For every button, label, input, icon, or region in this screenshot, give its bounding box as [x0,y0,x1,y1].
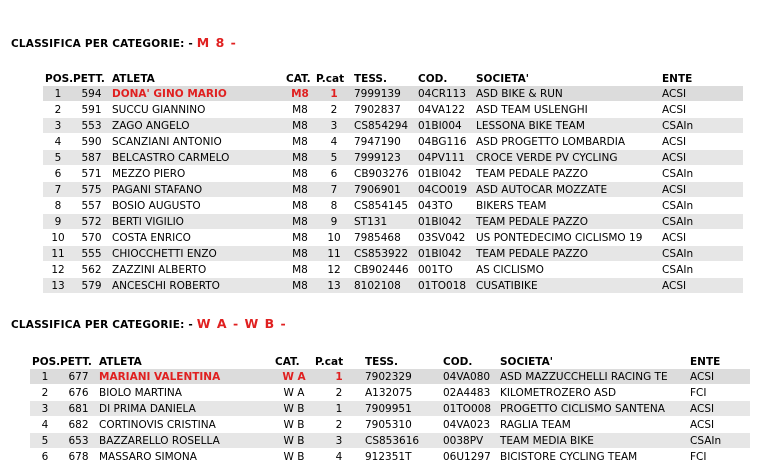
cell-ente: CSAIn [660,198,743,214]
cell-pett: 575 [71,182,110,198]
cell-pcat: 12 [314,262,352,278]
cell-cat: M8 [284,150,314,166]
header-ente: ENTE [662,72,693,85]
cell-cat: M8 [284,246,314,262]
cell-societa: LESSONA BIKE TEAM [474,118,660,134]
cell-atleta: BAZZARELLO ROSELLA [97,433,273,449]
cell-atleta: MARIANI VALENTINA [97,369,273,385]
cell-cod: 01TO018 [416,278,474,294]
cell-cat: W B [273,449,313,465]
cell-cod: 04VA080 [441,369,498,385]
cell-tess: CB902446 [352,262,416,278]
cell-societa: TEAM PEDALE PAZZO [474,214,660,230]
cell-cat: M8 [284,230,314,246]
cell-tess: CS854294 [352,118,416,134]
category-label: W A - W B [196,316,276,331]
cell-cod: 03SV042 [416,230,474,246]
cell-pcat: 11 [314,246,352,262]
table-row [43,262,743,278]
cell-ente: CSAIn [688,433,750,449]
cell-cat: M8 [284,166,314,182]
cell-cod: 043TO [416,198,474,214]
cell-cod: 02A4483 [441,385,498,401]
cell-atleta: BELCASTRO CARMELO [110,150,284,166]
cell-cat: M8 [284,182,314,198]
cell-societa: ASD BIKE & RUN [474,86,660,102]
cell-atleta: COSTA ENRICO [110,230,284,246]
cell-ente: CSAIn [660,214,743,230]
cell-pos: 4 [43,134,71,150]
table-row [43,278,743,294]
cell-cod: 01BI042 [416,246,474,262]
cell-tess: 7985468 [352,230,416,246]
cell-ente: ACSI [688,401,750,417]
cell-societa: RAGLIA TEAM [498,417,688,433]
cell-tess: 8102108 [352,278,416,294]
header-tess: TESS. [365,355,398,368]
cell-atleta: SCANZIANI ANTONIO [110,134,284,150]
cell-tess: 7947190 [352,134,416,150]
cell-tess: 7999139 [352,86,416,102]
cell-tess: 7905310 [363,417,441,433]
cell-pcat: 2 [313,417,363,433]
cell-atleta: ANCESCHI ROBERTO [110,278,284,294]
cell-cod: 04BG116 [416,134,474,150]
cell-tess: 7902329 [363,369,441,385]
table-row [43,86,743,102]
cell-pcat: 10 [314,230,352,246]
cell-atleta: ZAZZINI ALBERTO [110,262,284,278]
cell-tess: 912351T [363,449,441,465]
cell-cod: 01BI042 [416,214,474,230]
cell-tess: 7902837 [352,102,416,118]
cell-pos: 7 [43,182,71,198]
cell-pett: 677 [58,369,97,385]
cell-pcat: 8 [314,198,352,214]
cell-cod: 06U1297 [441,449,498,465]
section-title-m8 [11,35,237,50]
cell-atleta: DONA' GINO MARIO [110,86,284,102]
cell-cat: M8 [284,86,314,102]
cell-ente: CSAIn [660,118,743,134]
cell-pett: 682 [58,417,97,433]
cell-cat: M8 [284,198,314,214]
cell-pett: 653 [58,433,97,449]
cell-cat: W B [273,433,313,449]
cell-pos: 3 [30,401,58,417]
cell-pcat: 4 [314,134,352,150]
cell-pos: 1 [43,86,71,102]
cell-pcat: 6 [314,166,352,182]
cell-tess: CB903276 [352,166,416,182]
header-atleta: ATLETA [112,72,155,85]
cell-pett: 579 [71,278,110,294]
cell-ente: CSAIn [660,166,743,182]
results-table-m8 [43,71,743,294]
cell-atleta: PAGANI STAFANO [110,182,284,198]
cell-ente: ACSI [660,182,743,198]
cell-ente: ACSI [660,230,743,246]
cell-tess: ST131 [352,214,416,230]
cell-pett: 555 [71,246,110,262]
cell-cod: 001TO [416,262,474,278]
header-cod: COD. [418,72,448,85]
cell-societa: CUSATIBIKE [474,278,660,294]
cell-cod: 04VA122 [416,102,474,118]
cell-cat: M8 [284,278,314,294]
results-table-wa-wb [30,354,750,465]
cell-tess: CS853922 [352,246,416,262]
cell-pett: 676 [58,385,97,401]
table-header-row [30,354,750,369]
table-row [43,230,743,246]
cell-pos: 5 [30,433,58,449]
cell-ente: ACSI [660,102,743,118]
table-row [43,102,743,118]
cell-pos: 2 [30,385,58,401]
cell-atleta: SUCCU GIANNINO [110,102,284,118]
header-pcat: P.cat [315,355,344,368]
header-pett: PETT. [73,72,105,85]
table-header-row [43,71,743,86]
cell-pcat: 1 [313,369,363,385]
cell-pcat: 7 [314,182,352,198]
cell-cat: W A [273,385,313,401]
cell-tess: 7906901 [352,182,416,198]
cell-pos: 6 [30,449,58,465]
cell-ente: FCI [688,449,750,465]
cell-cat: W B [273,401,313,417]
cell-atleta: ZAGO ANGELO [110,118,284,134]
cell-societa: TEAM PEDALE PAZZO [474,166,660,182]
table-row [30,385,750,401]
table-row [43,166,743,182]
cell-pcat: 4 [313,449,363,465]
cell-pos: 1 [30,369,58,385]
table-row [43,214,743,230]
cell-societa: ASD TEAM USLENGHI [474,102,660,118]
section-title-text: CLASSIFICA PER CATEGORIE: - [11,319,197,331]
section-title-suffix: - [225,35,237,50]
cell-ente: CSAIn [660,262,743,278]
cell-atleta: DI PRIMA DANIELA [97,401,273,417]
section-title-wa-wb [11,316,287,331]
cell-atleta: BERTI VIGILIO [110,214,284,230]
cell-pcat: 1 [313,401,363,417]
cell-cod: 04CO019 [416,182,474,198]
table-row [43,118,743,134]
cell-cat: M8 [284,118,314,134]
cell-pett: 681 [58,401,97,417]
cell-societa: TEAM MEDIA BIKE [498,433,688,449]
cell-pos: 13 [43,278,71,294]
cell-tess: CS854145 [352,198,416,214]
cell-societa: US PONTEDECIMO CICLISMO 19 [474,230,660,246]
table-row [43,150,743,166]
cell-pos: 3 [43,118,71,134]
cell-pett: 591 [71,102,110,118]
header-cat: CAT. [286,72,311,85]
cell-pcat: 1 [314,86,352,102]
cell-pos: 8 [43,198,71,214]
table-row [43,182,743,198]
cell-societa: ASD MAZZUCCHELLI RACING TE [498,369,688,385]
cell-pett: 594 [71,86,110,102]
cell-ente: FCI [688,385,750,401]
cell-cod: 04PV111 [416,150,474,166]
cell-pett: 678 [58,449,97,465]
cell-societa: CROCE VERDE PV CYCLING [474,150,660,166]
cell-atleta: MASSARO SIMONA [97,449,273,465]
header-atleta: ATLETA [99,355,142,368]
cell-cod: 04VA023 [441,417,498,433]
cell-atleta: BOSIO AUGUSTO [110,198,284,214]
cell-pos: 12 [43,262,71,278]
cell-pos: 2 [43,102,71,118]
cell-cod: 01BI004 [416,118,474,134]
cell-atleta: CHIOCCHETTI ENZO [110,246,284,262]
cell-tess: CS853616 [363,433,441,449]
cell-societa: BIKERS TEAM [474,198,660,214]
cell-cod: 01BI042 [416,166,474,182]
cell-pcat: 2 [313,385,363,401]
cell-cod: 04CR113 [416,86,474,102]
section-title-suffix: - [275,316,287,331]
cell-pos: 11 [43,246,71,262]
header-pos: POS. [45,72,74,85]
cell-pett: 553 [71,118,110,134]
header-pos: POS. [32,355,61,368]
cell-societa: BICISTORE CYCLING TEAM [498,449,688,465]
cell-societa: TEAM PEDALE PAZZO [474,246,660,262]
cell-pett: 587 [71,150,110,166]
cell-societa: AS CICLISMO [474,262,660,278]
cell-pett: 572 [71,214,110,230]
header-cat: CAT. [275,355,300,368]
cell-pett: 557 [71,198,110,214]
cell-pos: 4 [30,417,58,433]
cell-cod: 0038PV [441,433,498,449]
cell-cat: M8 [284,134,314,150]
header-pett: PETT. [60,355,92,368]
table-row [30,433,750,449]
header-tess: TESS. [354,72,387,85]
cell-cat: M8 [284,102,314,118]
cell-ente: ACSI [660,150,743,166]
cell-societa: ASD PROGETTO LOMBARDIA [474,134,660,150]
cell-pos: 5 [43,150,71,166]
cell-pcat: 3 [313,433,363,449]
header-ente: ENTE [690,355,721,368]
cell-pcat: 3 [314,118,352,134]
category-label: M 8 [196,35,226,50]
cell-pcat: 9 [314,214,352,230]
cell-ente: ACSI [660,86,743,102]
cell-atleta: MEZZO PIERO [110,166,284,182]
table-row [30,401,750,417]
cell-societa: KILOMETROZERO ASD [498,385,688,401]
cell-atleta: BIOLO MARTINA [97,385,273,401]
table-row [43,246,743,262]
cell-cat: M8 [284,262,314,278]
header-societa: SOCIETA' [476,72,529,85]
table-row [30,449,750,465]
table-row [30,417,750,433]
cell-ente: CSAIn [660,246,743,262]
cell-cod: 01TO008 [441,401,498,417]
cell-atleta: CORTINOVIS CRISTINA [97,417,273,433]
cell-pett: 590 [71,134,110,150]
cell-pcat: 2 [314,102,352,118]
cell-ente: ACSI [688,417,750,433]
cell-cat: W A [273,369,313,385]
cell-ente: ACSI [660,278,743,294]
header-pcat: P.cat [316,72,345,85]
cell-cat: W B [273,417,313,433]
cell-pcat: 13 [314,278,352,294]
cell-societa: ASD AUTOCAR MOZZATE [474,182,660,198]
cell-tess: 7909951 [363,401,441,417]
table-row [43,198,743,214]
cell-ente: ACSI [688,369,750,385]
cell-societa: PROGETTO CICLISMO SANTENA [498,401,688,417]
cell-cat: M8 [284,214,314,230]
section-title-text: CLASSIFICA PER CATEGORIE: - [11,38,197,50]
cell-pos: 10 [43,230,71,246]
cell-ente: ACSI [660,134,743,150]
cell-tess: A132075 [363,385,441,401]
cell-pos: 9 [43,214,71,230]
cell-pos: 6 [43,166,71,182]
table-row [43,134,743,150]
cell-pcat: 5 [314,150,352,166]
table-row [30,369,750,385]
header-societa: SOCIETA' [500,355,553,368]
cell-pett: 562 [71,262,110,278]
cell-pett: 570 [71,230,110,246]
header-cod: COD. [443,355,473,368]
cell-tess: 7999123 [352,150,416,166]
cell-pett: 571 [71,166,110,182]
